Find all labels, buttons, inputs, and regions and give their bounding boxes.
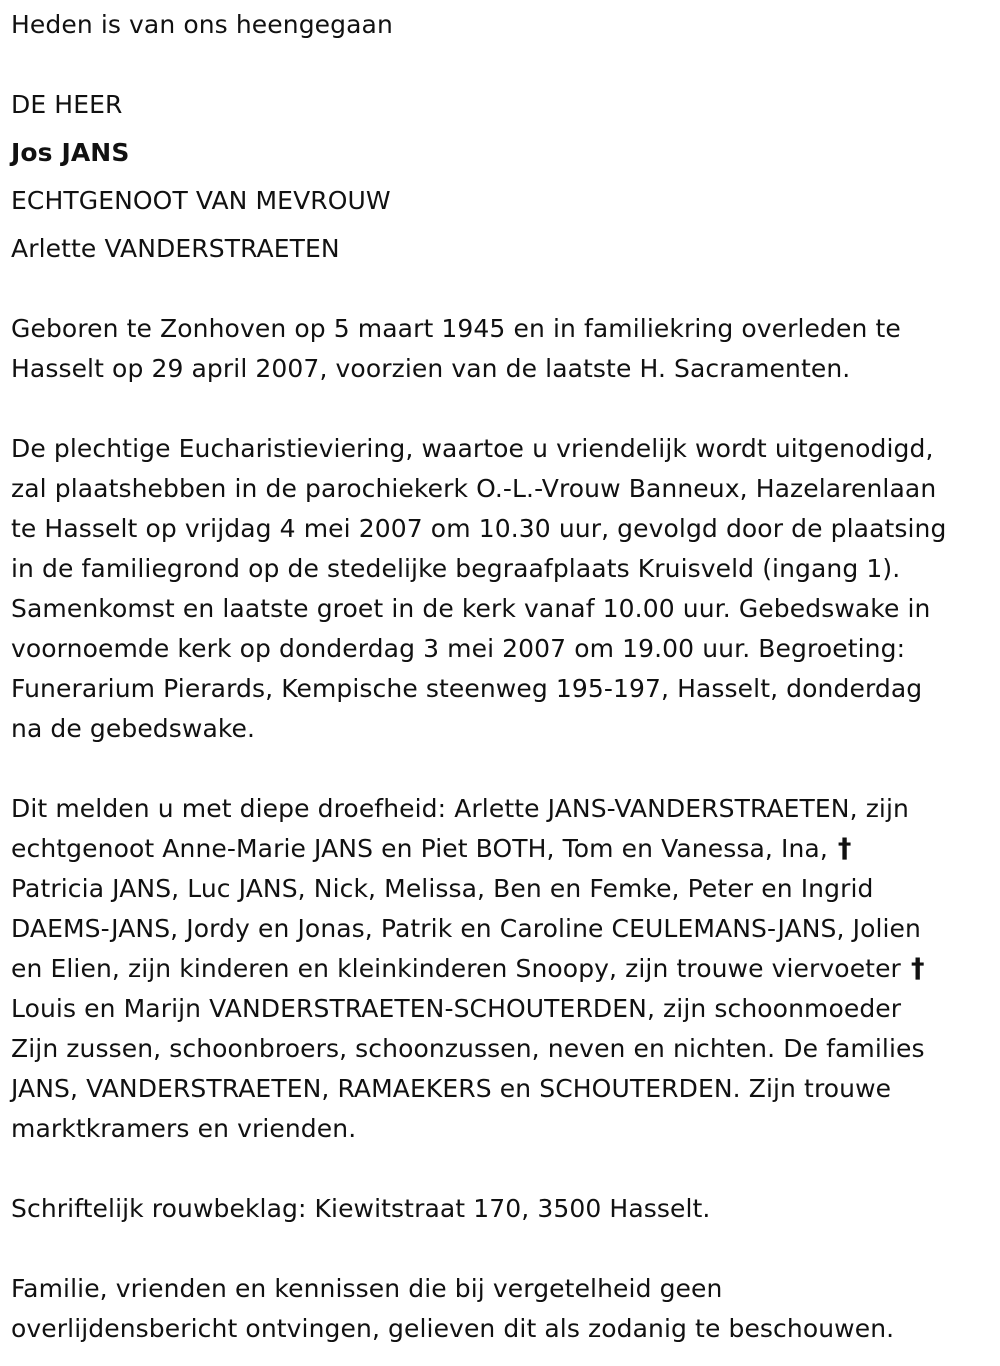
family-line-6: Louis en Marijn VANDERSTRAETEN-SCHOUTERDEN, zijn schoonmoeder [11, 994, 902, 1023]
family-line-3: Patricia JANS, Luc JANS, Nick, Melissa, Ben en Femke, Peter en Ingrid [11, 874, 874, 903]
family-line-2 [11, 834, 852, 864]
ceremony-line-6: voornoemde kerk op donderdag 3 mei 2007 om 19.00 uur. Begroeting: [11, 634, 906, 663]
intro-text: Heden is van ons heengegaan [11, 10, 393, 39]
ceremony-line-8: na de gebedswake. [11, 714, 256, 743]
family-line-7: Zijn zussen, schoonbroers, schoonzussen, neven en nichten. De families [11, 1034, 925, 1063]
cross-icon: † [910, 953, 925, 984]
spouse-name: Arlette VANDERSTRAETEN [11, 234, 340, 263]
family-line-2-text: echtgenoot Anne-Marie JANS en Piet BOTH, Tom en Vanessa, Ina, [11, 834, 828, 863]
ceremony-line-2: zal plaatshebben in de parochiekerk O.-L.-Vrouw Banneux, Hazelarenlaan [11, 474, 937, 503]
family-line-5 [11, 954, 925, 984]
family-line-1: Dit melden u met diepe droefheid: Arlette JANS-VANDERSTRAETEN, zijn [11, 794, 909, 823]
family-line-4: DAEMS-JANS, Jordy en Jonas, Patrik en Caroline CEULEMANS-JANS, Jolien [11, 914, 921, 943]
closing-line-1: Familie, vrienden en kennissen die bij vergetelheid geen [11, 1274, 723, 1303]
closing-line-2: overlijdensbericht ontvingen, gelieven dit als zodanig te beschouwen. [11, 1314, 895, 1343]
condolence-address: Schriftelijk rouwbeklag: Kiewitstraat 170, 3500 Hasselt. [11, 1194, 711, 1223]
ceremony-line-5: Samenkomst en laatste groet in de kerk vanaf 10.00 uur. Gebedswake in [11, 594, 931, 623]
family-line-5-text: en Elien, zijn kinderen en kleinkinderen Snoopy, zijn trouwe viervoeter [11, 954, 901, 983]
ceremony-line-4: in de familiegrond op de stedelijke begraafplaats Kruisveld (ingang 1). [11, 554, 901, 583]
spouse-label: ECHTGENOOT VAN MEVROUW [11, 186, 391, 215]
ceremony-line-7: Funerarium Pierards, Kempische steenweg 195-197, Hasselt, donderdag [11, 674, 923, 703]
family-line-8: JANS, VANDERSTRAETEN, RAMAEKERS en SCHOUTERDEN. Zijn trouwe [11, 1074, 892, 1103]
salutation: DE HEER [11, 90, 123, 119]
deceased-name: Jos JANS [11, 138, 130, 167]
ceremony-line-3: te Hasselt op vrijdag 4 mei 2007 om 10.30 uur, gevolgd door de plaatsing [11, 514, 947, 543]
cross-icon: † [837, 833, 852, 864]
family-line-9: marktkramers en vrienden. [11, 1114, 357, 1143]
ceremony-line-1: De plechtige Eucharistieviering, waartoe u vriendelijk wordt uitgenodigd, [11, 434, 934, 463]
birth-death-line-1: Geboren te Zonhoven op 5 maart 1945 en in familiekring overleden te [11, 314, 901, 343]
birth-death-line-2: Hasselt op 29 april 2007, voorzien van de laatste H. Sacramenten. [11, 354, 851, 383]
